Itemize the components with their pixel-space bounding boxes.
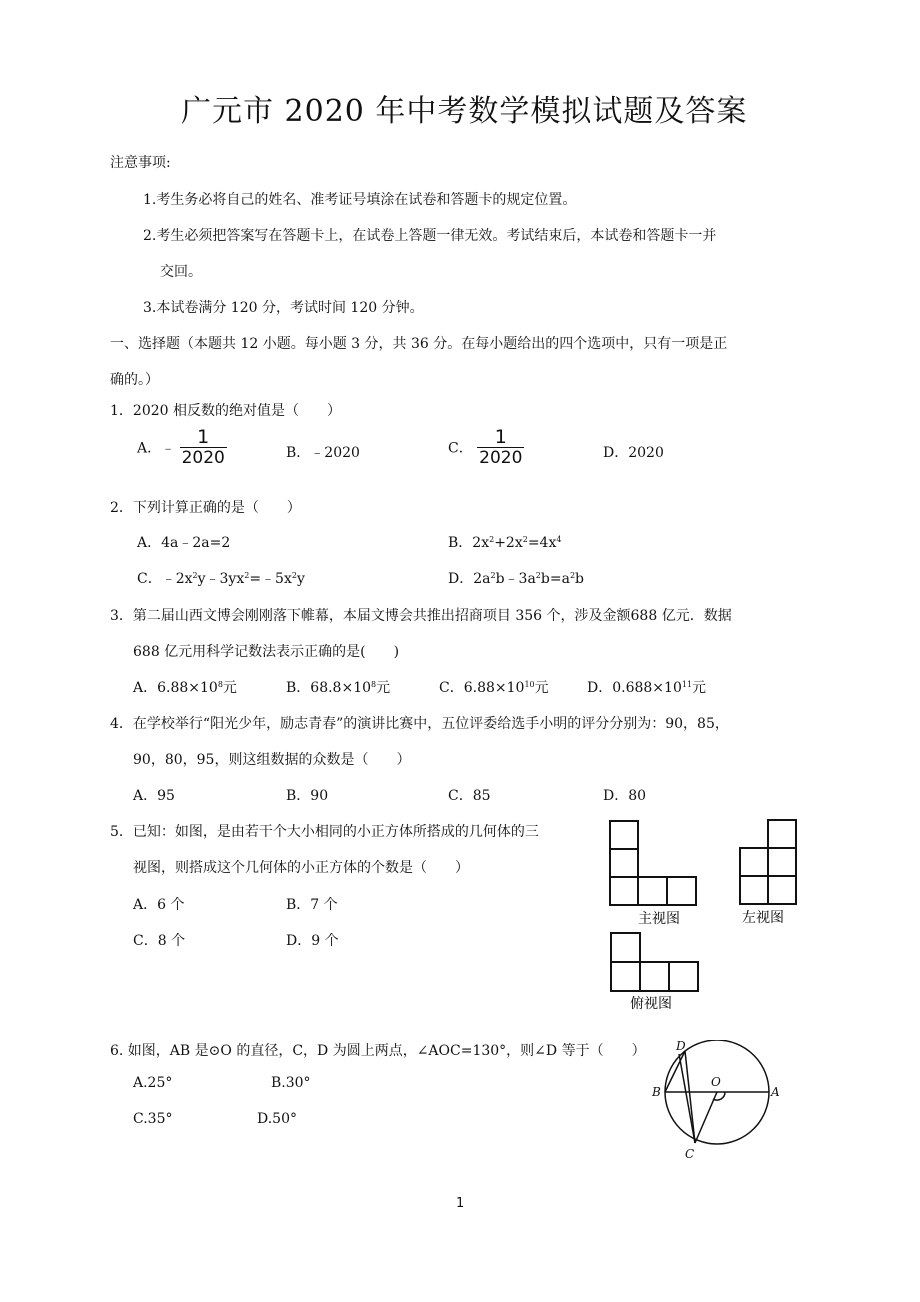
q2-option-b: B．$2x^2+2x^2=4x^4$: [448, 535, 562, 551]
section-heading: 一、选择题（本题共 12 小题。每小题 3 分，共 36 分。在每小题给出的四个选项中，只有一项是正: [110, 336, 728, 352]
three-view-figure: [600, 815, 810, 1015]
question-5-stem-cont: 视图，则搭成这个几何体的小正方体的个数是（ ）: [133, 860, 469, 876]
left-view: [740, 820, 796, 904]
top-view: [611, 933, 698, 991]
question-4-stem: 4．在学校举行“阳光少年，励志青春”的演讲比赛中，五位评委给选手小明的评分分别为：90，85，: [110, 716, 729, 732]
question-2-stem: 2．下列计算正确的是（ ）: [110, 500, 301, 516]
notice-item-3: 3.本试卷满分 120 分，考试时间 120 分钟。: [143, 300, 424, 316]
question-3-stem: 3．第二届山西文博会刚刚落下帷幕，本届文博会共推出招商项目 356 个，涉及金额688 亿元．数据: [110, 608, 732, 624]
q3-option-b: B．$68.8\times 10^8$元: [286, 680, 391, 696]
q6-option-a: A.25°: [133, 1075, 173, 1091]
left-view-label: 左视图: [742, 910, 784, 926]
page-number: 1: [456, 1196, 465, 1211]
question-1-stem: 1．2020 相反数的绝对值是（ ）: [110, 403, 341, 419]
q3-option-a: A．$6.88\times 10^8$元: [133, 680, 237, 696]
q1-option-b: B．﹣2020: [286, 445, 360, 461]
notice-heading: 注意事项:: [110, 155, 171, 171]
q5-option-d: D．9 个: [286, 933, 339, 949]
front-view-label: 主视图: [638, 911, 680, 927]
q5-option-c: C．8 个: [133, 933, 186, 949]
question-5-stem: 5．已知：如图，是由若干个大小相同的小正方体所搭成的几何体的三: [110, 824, 539, 840]
q1-option-a: A．﹣ $\frac{1}{2020}$: [137, 426, 225, 468]
q4-option-d: D．80: [603, 788, 647, 804]
point-d-label: D: [676, 1040, 686, 1053]
q5-option-a: A．6 个: [133, 897, 185, 913]
q6-option-d: D.50°: [257, 1111, 297, 1127]
question-4-stem-cont: 90，80，95，则这组数据的众数是（ ）: [133, 752, 411, 768]
page-title: 广元市 2020 年中考数学模拟试题及答案: [181, 94, 748, 129]
point-b-label: B: [652, 1085, 661, 1099]
q1-option-c: C． $\frac{1}{2020}$: [448, 426, 523, 468]
q1-c-fraction: $\frac{1}{2020}$: [479, 426, 523, 468]
point-c-label: C: [685, 1147, 695, 1161]
point-a-label: A: [771, 1085, 780, 1099]
q4-option-b: B．90: [286, 788, 329, 804]
q5-option-b: B．7 个: [286, 897, 338, 913]
point-o-label: O: [711, 1075, 721, 1089]
q1-option-d: D．2020: [603, 445, 664, 461]
notice-item-1: 1.考生务必将自己的姓名、准考证号填涂在试卷和答题卡的规定位置。: [143, 192, 577, 208]
q4-option-a: A．95: [133, 788, 175, 804]
q2-option-a: A．4a﹣2a=2: [137, 535, 231, 551]
q2-option-c: C．$﹣2x^2y﹣3yx^2=﹣5x^2y$: [137, 571, 305, 587]
section-heading-cont: 确的。）: [110, 372, 159, 388]
q2-option-d: D．$2a^2b﹣3a^2b=a^2b$: [448, 571, 584, 587]
top-view-label: 俯视图: [630, 996, 672, 1012]
circle-figure: [645, 1040, 785, 1170]
notice-item-2-cont: 交回。: [160, 264, 202, 280]
q6-option-b: B.30°: [271, 1075, 311, 1091]
q6-option-c: C.35°: [133, 1111, 173, 1127]
front-view: [610, 821, 696, 905]
notice-item-2: 2.考生必须把答案写在答题卡上，在试卷上答题一律无效。考试结束后，本试卷和答题卡一并: [143, 228, 717, 244]
question-6-stem: 6. 如图，AB 是⊙O 的直径，C，D 为圆上两点，∠AOC=130°，则∠D 等于（ ）: [110, 1043, 646, 1059]
q4-option-c: C．85: [448, 788, 491, 804]
q3-option-d: D．$0.688\times 10^{11}$元: [587, 680, 707, 696]
question-3-stem-cont: 688 亿元用科学记数法表示正确的是( ): [133, 644, 400, 660]
q1-a-fraction: $\frac{1}{2020}$: [181, 426, 225, 468]
q3-option-c: C．$6.88\times 10^{10}$元: [439, 680, 549, 696]
